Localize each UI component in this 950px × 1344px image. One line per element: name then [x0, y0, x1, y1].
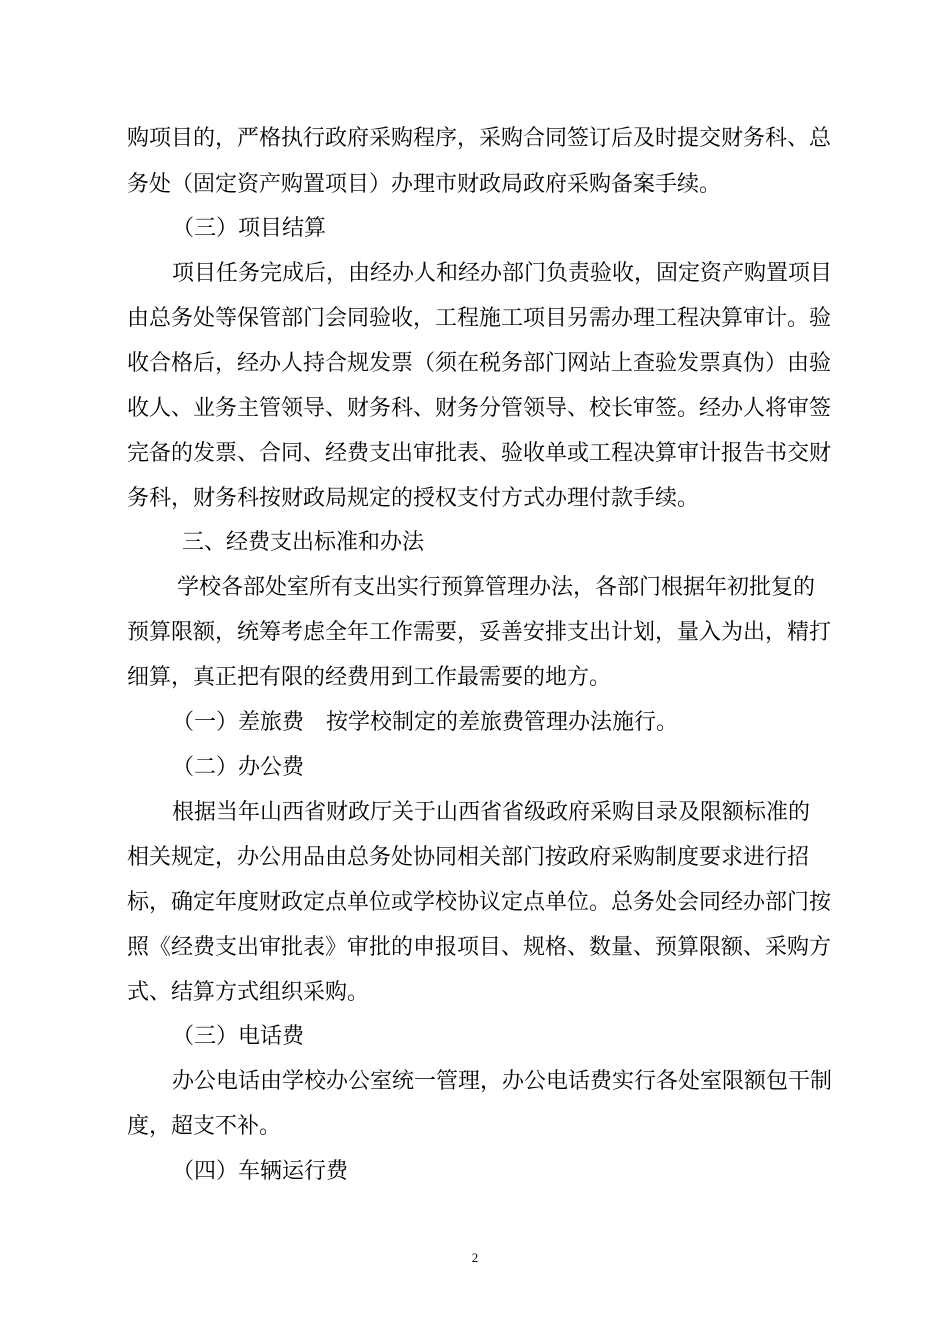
- text-line: 度，超支不补。: [127, 1114, 282, 1139]
- text-line: 收人、业务主管领导、财务科、财务分管领导、校长审签。经办人将审签: [127, 396, 832, 421]
- section-heading: （四）车辆运行费: [172, 1159, 349, 1184]
- section-heading: （二）办公费: [172, 755, 305, 780]
- text-line: 细算，真正把有限的经费用到工作最需要的地方。: [127, 665, 612, 690]
- text-line: 办公电话由学校办公室统一管理，办公电话费实行各处室限额包干制: [172, 1069, 833, 1094]
- page-number: 2: [471, 1250, 479, 1265]
- text-line: 式、结算方式组织采购。: [127, 980, 370, 1005]
- text-line: 由总务处等保管部门会同验收，工程施工项目另需办理工程决算审计。验: [127, 306, 832, 331]
- text-line: 根据当年山西省财政厅关于山西省省级政府采购目录及限额标准的: [172, 800, 811, 825]
- section-heading: 三、经费支出标准和办法: [182, 530, 425, 555]
- text-line: 学校各部处室所有支出实行预算管理办法，各部门根据年初批复的: [177, 575, 816, 600]
- text-line: 完备的发票、合同、经费支出审批表、验收单或工程决算审计报告书交财: [127, 441, 832, 466]
- text-line: 标，确定年度财政定点单位或学校协议定点单位。总务处会同经办部门按: [127, 890, 832, 915]
- text-line: 照《经费支出审批表》审批的申报项目、规格、数量、预算限额、采购方: [127, 935, 832, 960]
- text-line: 购项目的，严格执行政府采购程序，采购合同签订后及时提交财务科、总: [127, 126, 832, 151]
- text-line: 务科，财务科按财政局规定的授权支付方式办理付款手续。: [127, 486, 700, 511]
- text-line: 务处（固定资产购置项目）办理市财政局政府采购备案手续。: [127, 172, 722, 197]
- text-line: 预算限额，统筹考虑全年工作需要，妥善安排支出计划，量入为出，精打: [127, 620, 832, 645]
- section-heading: （三）项目结算: [172, 216, 327, 241]
- section-heading: （一）差旅费 按学校制定的差旅费管理办法施行。: [172, 710, 679, 735]
- text-line: 项目任务完成后，由经办人和经办部门负责验收，固定资产购置项目: [172, 261, 833, 286]
- text-line: 相关规定，办公用品由总务处协同相关部门按政府采购制度要求进行招: [127, 845, 810, 870]
- section-heading: （三）电话费: [172, 1024, 305, 1049]
- text-line: 收合格后，经办人持合规发票（须在税务部门网站上查验发票真伪）由验: [127, 351, 832, 376]
